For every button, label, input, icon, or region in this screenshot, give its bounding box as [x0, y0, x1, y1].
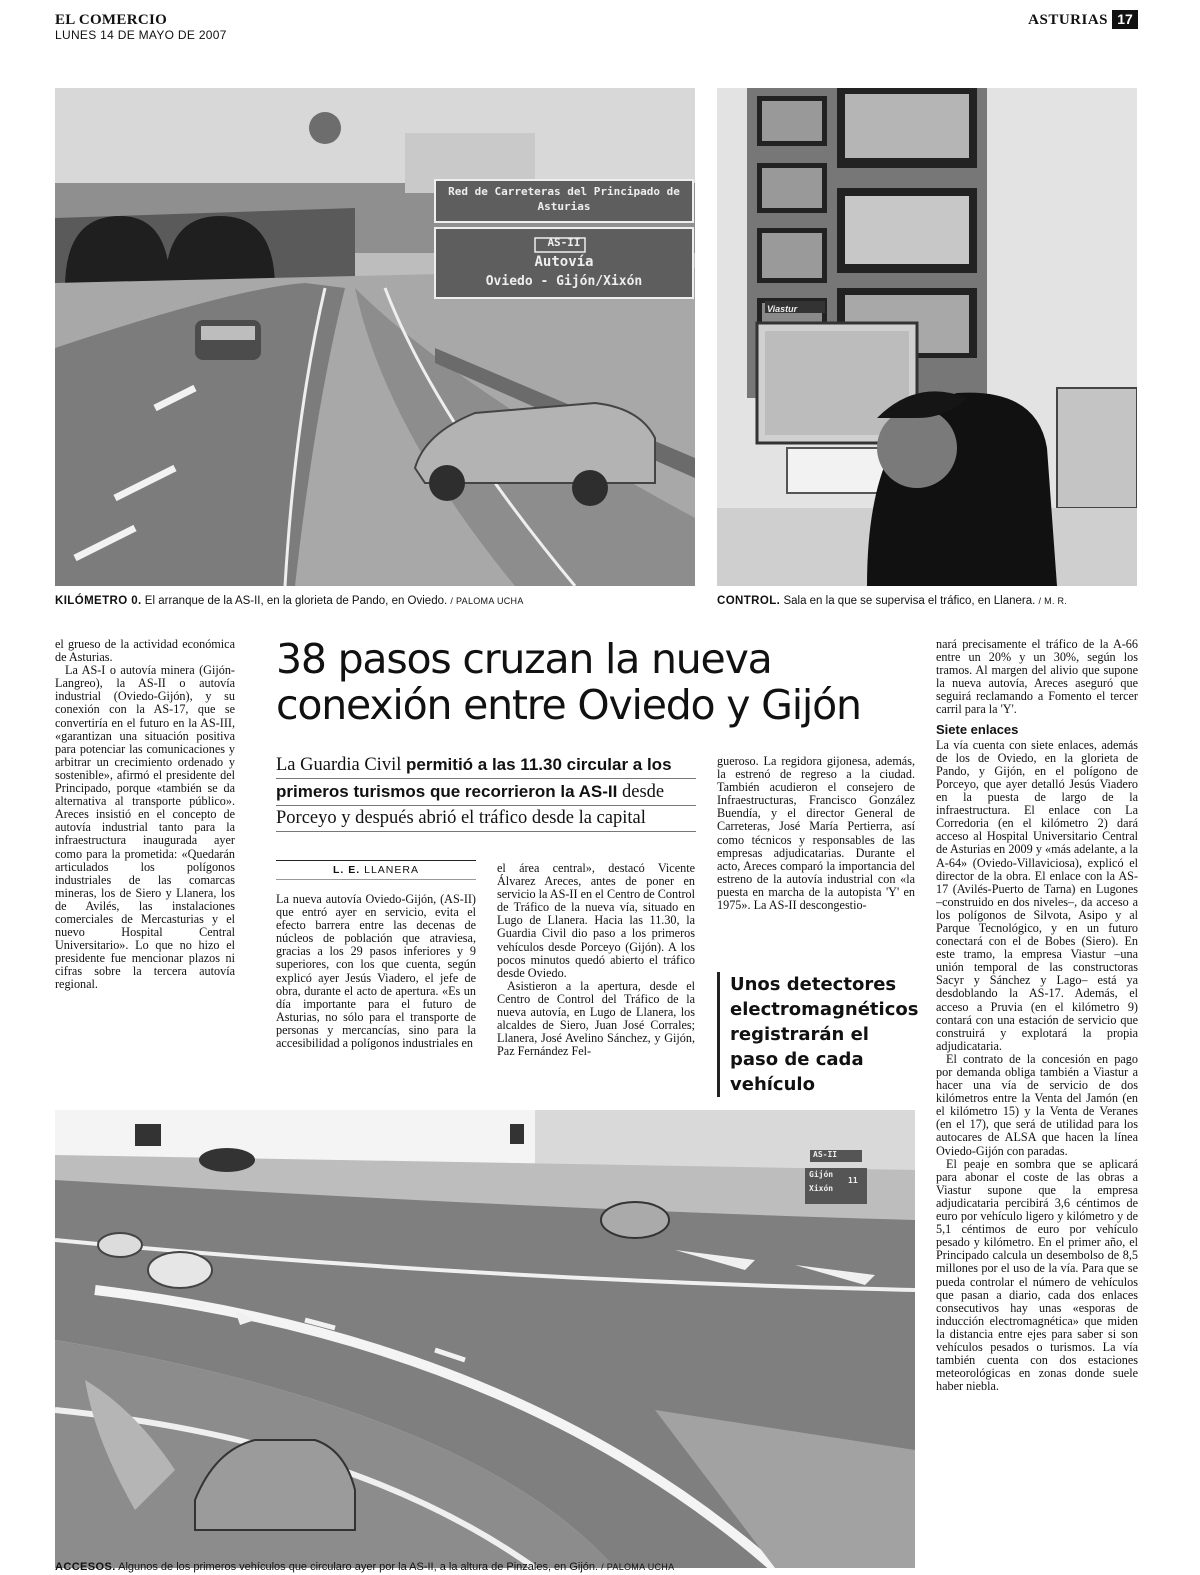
article-byline: [276, 860, 476, 880]
photo-credit: / PALOMA UCHA: [601, 1562, 675, 1572]
photo-credit: / PALOMA UCHA: [450, 596, 524, 606]
photo-highway-access: [55, 1110, 915, 1568]
article-column-3: [497, 862, 695, 1088]
article-column-2: [276, 893, 476, 1088]
paragraph: El contrato de la concesión en pago por demanda obliga también a Viastur a hacer una vía de servicio de dos kilómetros entre la Venta del Jamón (en el kilómetro 15) y la Venta de Veranes (en el 17), que será de utilidad para los autocares de ALSA que hacen la línea Oviedo-Gijón con paradas.: [936, 1051, 1138, 1158]
pull-quote: Unos detectores electromagnéticos registrarán el paso de cada vehículo: [717, 972, 917, 1097]
highway-sign-dest-1: Gijón: [809, 1170, 834, 1179]
deck-line-1: [276, 752, 696, 779]
caption-text: El arranque de la AS-II, en la glorieta de Pando, en Oviedo.: [144, 595, 448, 607]
caption-lead: KILÓMETRO 0.: [55, 595, 142, 607]
photo-credit: / M. R.: [1038, 596, 1068, 606]
section-subhead: Siete enlaces: [936, 721, 1019, 737]
road-sign-route: AS-II: [547, 236, 581, 249]
paragraph: el área central», destacó Vicente Álvarez Areces, antes de poner en servicio la AS-II en el Centro de Control de Tráfico de la nueva vía, situado en Lugo de Llanera. Hacia las 11.30, la Guardia Civil dio paso a los primeros vehículos desde Porceyo (Gijón). A los pocos minutos quedó abierto el tráfico desde Oviedo.: [497, 862, 695, 980]
headline-line-1: 38 pasos cruzan la nueva: [276, 635, 772, 683]
road-sign-type: Autovía: [534, 254, 594, 270]
paragraph: nará precisamente el tráfico de la A-66 entre un 20% y un 30%, según los tramos. Al margen del alivio que supone la nueva autovía, Areces aseguró que seguirá reclamando a Fomento el tercer carril para la 'Y'.: [936, 638, 1138, 717]
highway-sign-route: AS-II: [813, 1150, 838, 1159]
article-column-1: [55, 638, 235, 1083]
deck-bold: permitió a las 11.30 circular a los: [405, 755, 672, 774]
deck-text: La Guardia Civil: [276, 755, 406, 775]
road-sign-destination: Oviedo - Gijón/Xixón: [485, 274, 643, 289]
paragraph: La AS-I o autovía minera (Gijón-Langreo), la AS-II o autovía industrial (Oviedo-Gijón), y su conexión con la AS-17, que se convertiría en el futuro en la AS-III, «garantizan una situación positiva para potenciar las comunicaciones y arbitrar un crecimiento ordenado y sostenible», afirmó el presidente del Principado, porque «también se da alternativa al transporte público». Areces insistió en el concepto de autovía industrial tanto para la infraestructura inaugurada ayer como para la prometida: «Quedarán articulados los polígonos industriales de las comarcas mineras, los de Siero y Llanera, los de Avilés, las instalaciones comerciales de Mercasturias y el nuevo Hospital Central Universitario». Lo que no hizo el presidente fue mencionar plazos ni cifras sobre la tercera autovía regional.: [55, 663, 235, 992]
deck-text: desde: [617, 782, 665, 802]
highway-sign-exit: 11: [848, 1176, 858, 1185]
article-headline: [276, 636, 916, 728]
deck-line-2: [276, 779, 696, 806]
paragraph: La vía cuenta con siete enlaces, además de los de Oviedo, en la glorieta de Pando, y Gijón, en el polígono de Porceyo, que ayer detalló Jesús Viadero en la puesta de largo de la infraestructura. El enlace con La Corredoria (en el kilómetro 2) dará acceso al Hospital Universitario Central de Asturias en 2009 y «más adelante, a la A-64» (Oviedo-Villaviciosa), explicó el director de la obra. El enlace con la AS-17 (Avilés-Puerto de Tarna) en Lugones –construido en dos niveles–, da acceso a los polígonos de Silvota, Asipo y al Parque Tecnológico, y en un futuro conectará con el de Bobes (Siero). En este tramo, la empresa Viastur –una unión temporal de las constructoras Sacyr y Sánchez y Lago– está ya desdoblando la AS-17. Además, el acceso a Pruvia (en el kilómetro 9) contará con una estación de servicio que construirá y explotará la propia adjudicataria.: [936, 737, 1138, 1053]
photo-control-room: [717, 88, 1137, 586]
paragraph: El peaje en sombra que se aplicará para abonar el coste de las obras a Viastur supone que la empresa adjudicataria percibirá 3,6 céntimos de euro por vehículo ligero y kilómetro y de 5,1 céntimos de euro por vehículo pesado y kilómetro. En el primer año, el Principado calcula un desembolso de 8,5 millones por el uso de la vía. Para que se pueda controlar el número de vehículos que pasan a diario, cada dos enlaces consecutivos hay unas «esporas de inducción electromagnética» que miden la distancia entre ejes para saber si son vehículos pesados o turismos. La vía también cuenta con dos estaciones meteorológicas en zonas donde suele haber niebla.: [936, 1156, 1138, 1394]
caption-lead: ACCESOS.: [55, 1561, 116, 1573]
paragraph: Asistieron a la apertura, desde el Centro de Control del Tráfico de la nueva autovía, en Lugo de Llanera, los alcaldes de Siero, Juan José Corrales; Llanera, José Avelino Sánchez, y Gijón, Paz Fernández Fel-: [497, 978, 695, 1059]
caption-text: Sala en la que se supervisa el tráfico, en Llanera.: [783, 595, 1036, 607]
caption-text: Algunos de los primeros vehículos que circularo ayer por la AS-II, a la altura de Pinzales, en Gijón.: [118, 1561, 599, 1573]
deck-line-3: Porceyo y después abrió el tráfico desde la capital: [276, 806, 696, 832]
headline-line-2: conexión entre Oviedo y Gijón: [276, 681, 861, 729]
section-name: ASTURIAS: [1028, 12, 1108, 28]
caption-tunnel-road: [55, 594, 524, 608]
issue-date: LUNES 14 DE MAYO DE 2007: [55, 28, 227, 42]
monitor-brand-label: Viastur: [767, 304, 798, 314]
newspaper-name: EL COMERCIO: [55, 12, 168, 28]
caption-control-room: [717, 594, 1067, 608]
caption-lead: CONTROL.: [717, 595, 781, 607]
paragraph: gueroso. La regidora gijonesa, además, la estrenó de regreso a la ciudad. También acudieron el consejero de Infraestructuras, Francisco González Buendía, y el director General de Carreteras, José María Pertierra, así como técnicos y responsables de las empresas adjudicatarias. Durante el acto, Areces comparó la importancia del estreno de la autovía industrial con «la puesta en marcha de la autopista 'Y' en 1975». La AS-II descongestio-: [717, 755, 915, 913]
photo-tunnel-road: [55, 88, 695, 586]
article-deck: [276, 752, 696, 832]
paragraph: La nueva autovía Oviedo-Gijón, (AS-II) que entró ayer en servicio, evita el efecto barrera entre las decenas de núcleos de población que atraviesa, gracias a los 29 pasos inferiores y 9 superiores, con los que cuenta, según explicó ayer Jesús Viadero, el jefe de obra, durante el acto de apertura. «Es un día importante para el futuro de Asturias, no sólo para el transporte de personas y mercancías, sino para la accesibilidad a polígonos industriales en: [276, 893, 476, 1051]
paragraph: el grueso de la actividad económica de Asturias.: [55, 638, 235, 665]
article-column-5: [936, 638, 1138, 1568]
byline-place: LLANERA: [360, 864, 419, 876]
page-number: 17: [1112, 10, 1138, 29]
road-sign-network: Red de Carreteras del Principado de Asturias: [448, 185, 680, 213]
byline-author: L. E.: [333, 864, 361, 876]
caption-highway-access: [55, 1560, 674, 1574]
article-column-4: [717, 755, 915, 955]
highway-sign-dest-2: Xixón: [809, 1184, 834, 1193]
deck-bold: primeros turismos que recorrieron la AS-II: [276, 782, 618, 801]
